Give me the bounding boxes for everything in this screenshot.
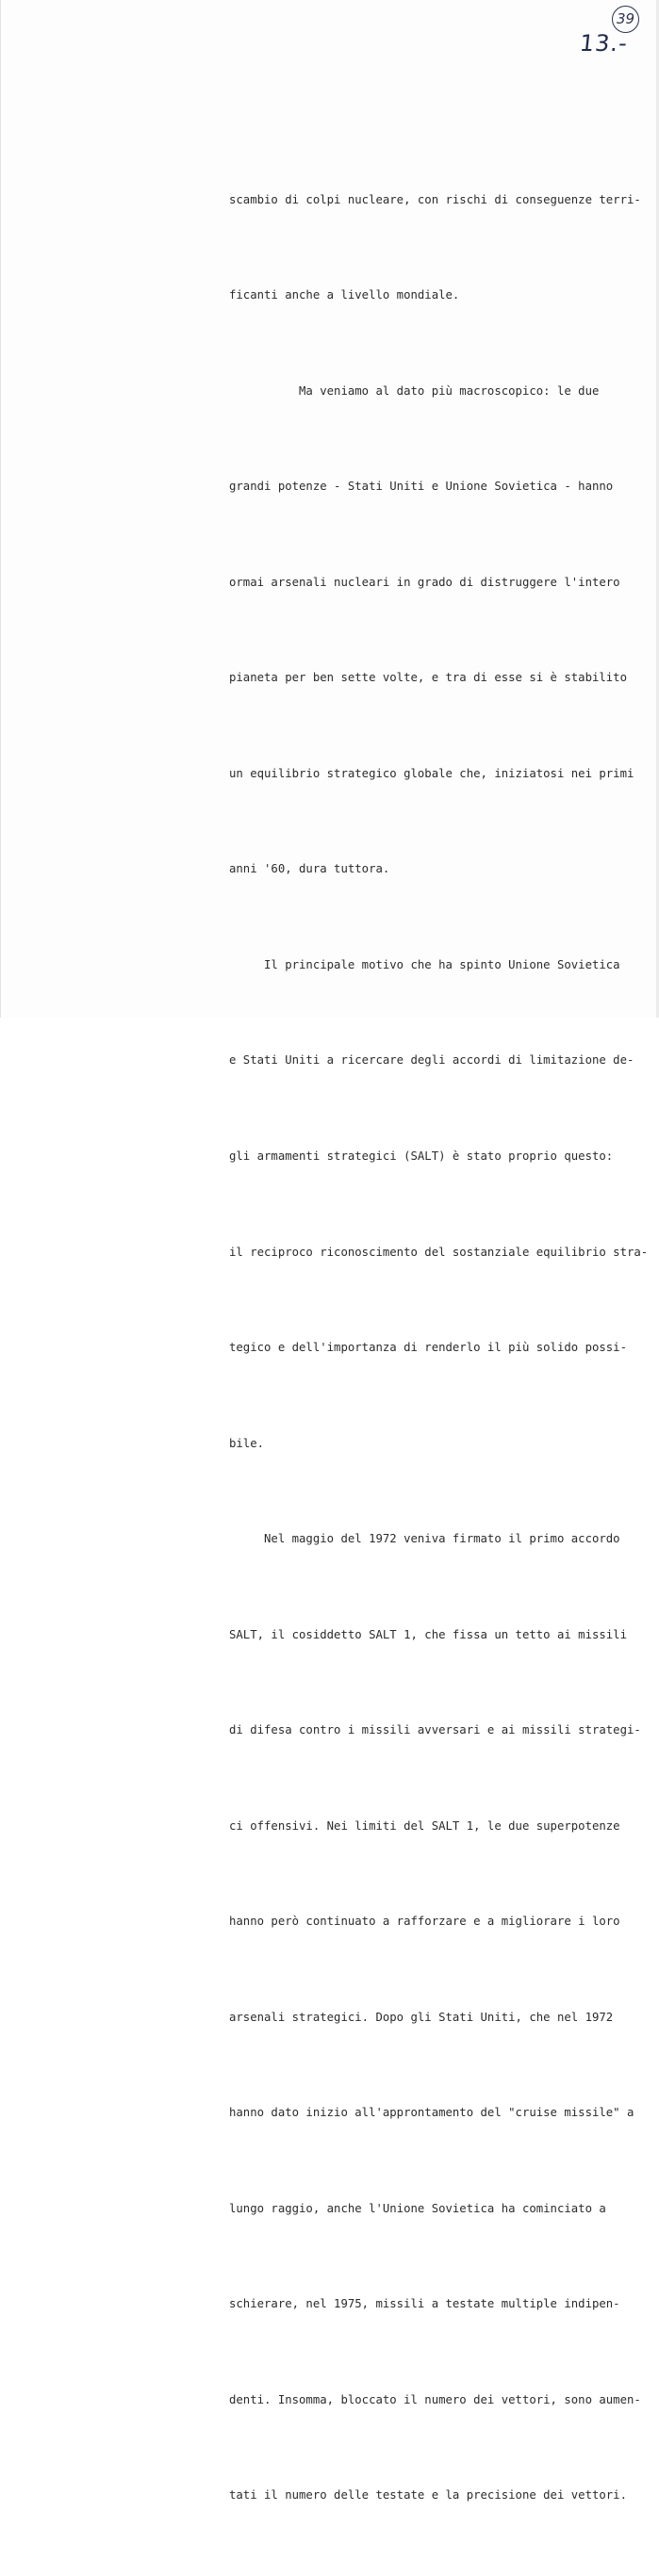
text-line: scambio di colpi nucleare, con rischi di conseguenze terri- [229,192,641,206]
text-line: hanno dato inizio all'approntamento del "cruise missile" a [229,2106,634,2120]
body-text [229,121,649,2576]
text-line: e Stati Uniti a ricercare degli accordi di limitazione de- [229,1053,634,1068]
text-line: di difesa contro i missili avversari e ai missili strategi- [229,1723,641,1737]
text-line: ormai arsenali nucleari in grado di distruggere l'intero [229,575,620,589]
text-line: Ma veniamo al dato più macroscopico: le due [229,383,600,398]
text-line: arsenali strategici. Dopo gli Stati Uniti, che nel 1972 [229,2010,614,2024]
text-line: SALT, il cosiddetto SALT 1, che fissa un tetto ai missili [229,1627,627,1641]
text-line: Il principale motivo che ha spinto Unione Sovietica [229,957,620,971]
text-line: ficanti anche a livello mondiale. [229,288,460,302]
text-line: anni '60, dura tuttora. [229,862,390,876]
text-line: schierare, nel 1975, missili a testate multiple indipen- [229,2297,620,2311]
text-line: un equilibrio strategico globale che, iniziatosi nei primi [229,766,634,780]
handwritten-page-number: 13.- [578,30,630,57]
text-line: il reciproco riconoscimento del sostanziale equilibrio stra- [229,1245,649,1259]
text-line: hanno però continuato a rafforzare e a migliorare i loro [229,1915,620,1929]
text-line: pianeta per ben sette volte, e tra di esse si è stabilito [229,671,627,685]
text-line: grandi potenze - Stati Uniti e Unione Sovietica - hanno [229,480,614,494]
text-line: ci offensivi. Nei limiti del SALT 1, le due superpotenze [229,1818,620,1833]
text-line: tegico e dell'importanza di renderlo il più solido possi- [229,1341,627,1355]
text-line: bile. [229,1436,265,1450]
text-line: Nel maggio del 1972 veniva firmato il primo accordo [229,1532,620,1546]
text-line: lungo raggio, anche l'Unione Sovietica ha cominciato a [229,2201,606,2215]
text-line: tati il numero delle testate e la precisione dei vettori. [229,2488,627,2503]
circled-archive-number: 39 [612,6,639,33]
text-line: denti. Insomma, bloccato il numero dei vettori, sono aumen- [229,2392,641,2406]
text-line: gli armamenti strategici (SALT) è stato proprio questo: [229,1149,614,1163]
